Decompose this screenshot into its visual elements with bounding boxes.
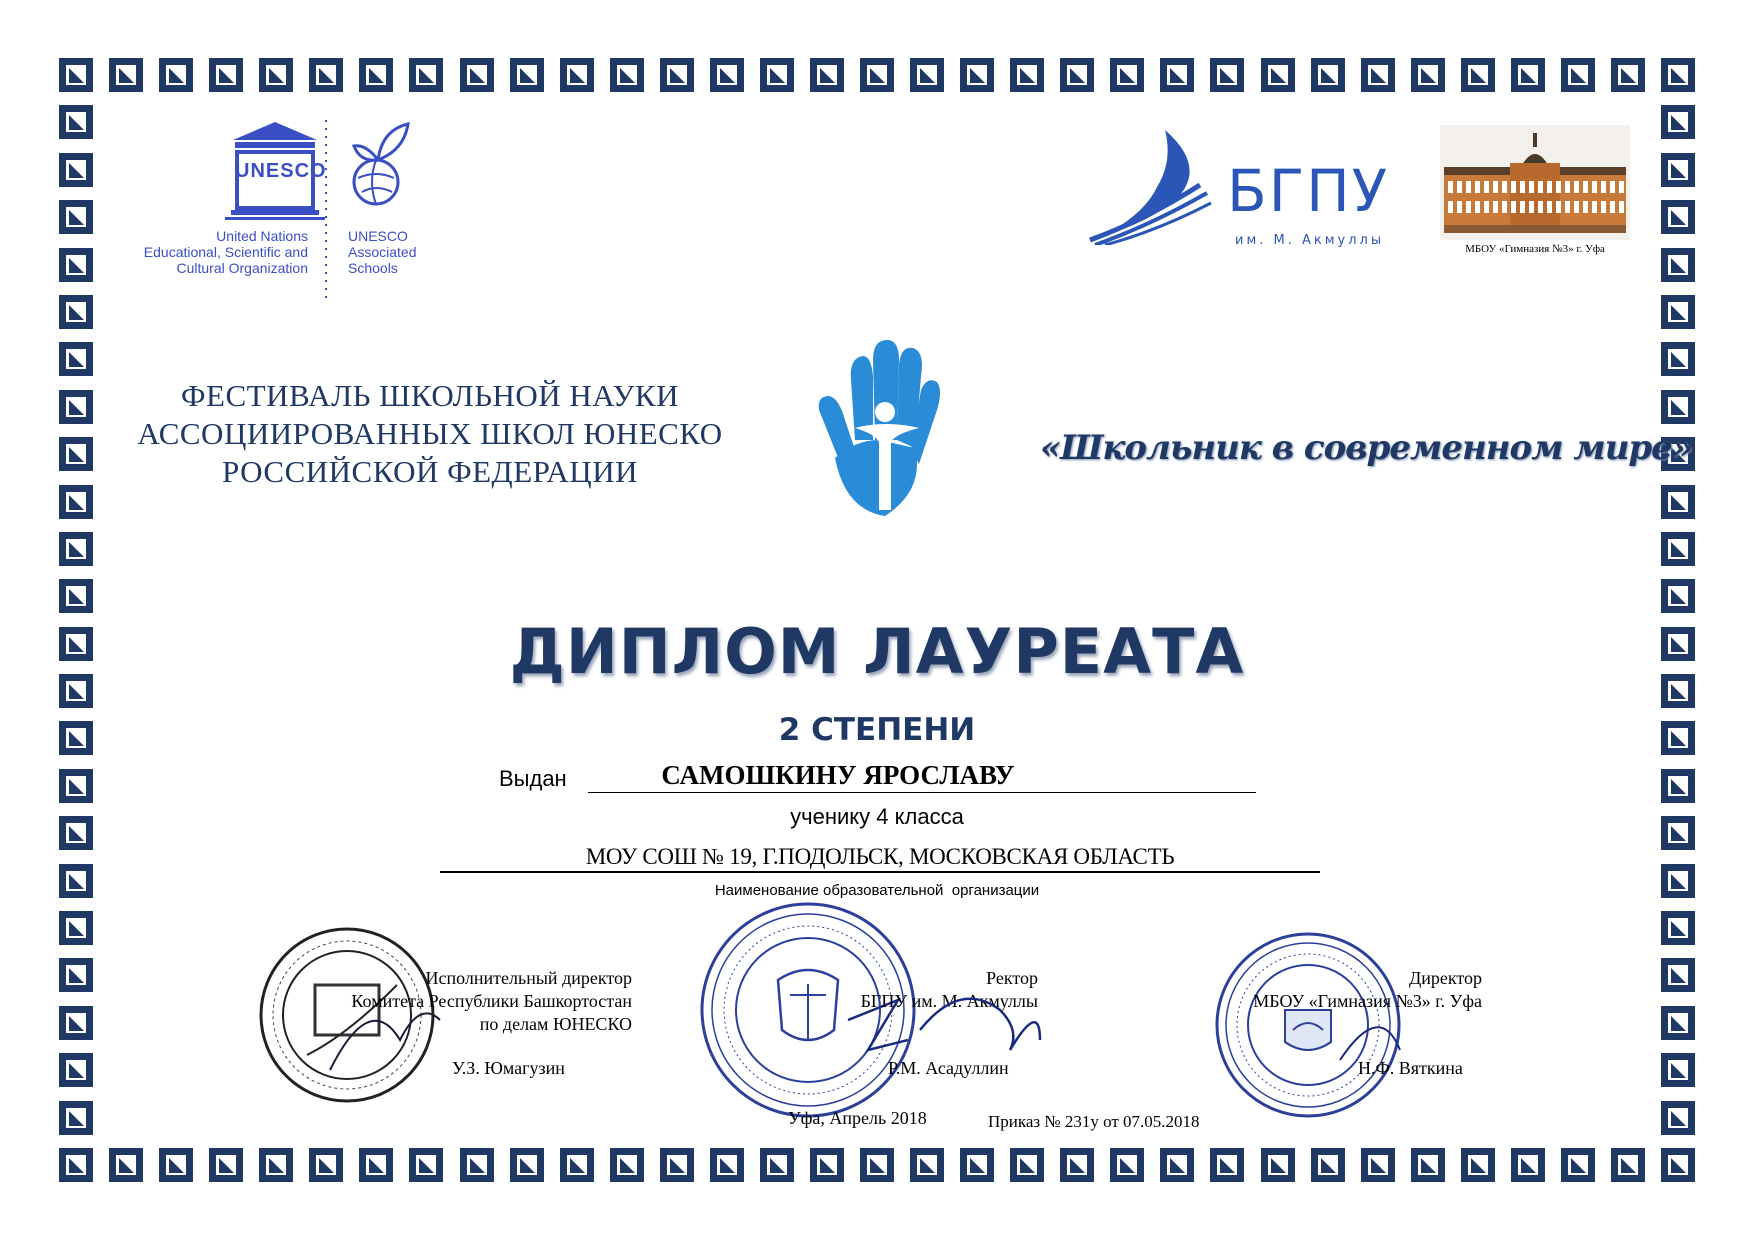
school-caption: Наименование образовательной организации [714, 882, 1040, 899]
signature-right-name: Н.Ф. Вяткина [1358, 1058, 1463, 1078]
signature-center-name: Р.М. Асадуллин [888, 1058, 1009, 1078]
festival-line-1: ФЕСТИВАЛЬ ШКОЛЬНОЙ НАУКИ [181, 378, 679, 413]
festival-line-3: РОССИЙСКОЙ ФЕДЕРАЦИИ [222, 454, 638, 489]
grade-text: ученику 4 класса [790, 804, 964, 829]
signature-right: Директор МБОУ «Гимназия №3» г. Уфа [1253, 968, 1482, 1011]
unesco-word: UNESCO [235, 160, 327, 182]
order-number: Приказ № 231у от 07.05.2018 [988, 1112, 1200, 1131]
place-date: Уфа, Апрель 2018 [788, 1108, 927, 1128]
bgpu-name: БГПУ [1227, 157, 1390, 225]
signature-left: Исполнительный директор Комитета Республики Башкортостан по делам ЮНЕСКО [351, 968, 632, 1034]
gymnasium-caption: МБОУ «Гимназия №3» г. Уфа [1465, 243, 1605, 255]
signature-center: Ректор БГПУ им. М. Акмуллы [860, 968, 1038, 1011]
issued-label: Выдан [499, 766, 567, 791]
school-name: МОУ СОШ № 19, Г.ПОДОЛЬСК, МОСКОВСКАЯ ОБЛАСТЬ [585, 844, 1175, 869]
signature-left-name: У.З. Юмагузин [452, 1058, 565, 1078]
unesco-schools-label: UNESCO Associated Schools [348, 228, 417, 276]
bgpu-subtitle: им. М. Акмуллы [1235, 233, 1385, 248]
festival-line-2: АССОЦИИРОВАННЫХ ШКОЛ ЮНЕСКО [137, 416, 723, 451]
diploma-title: ДИПЛОМ ЛАУРЕАТА [509, 615, 1245, 688]
recipient-name: САМОШКИНУ ЯРОСЛАВУ [661, 760, 1015, 790]
diploma-degree: 2 СТЕПЕНИ [778, 712, 976, 748]
unesco-org-name: United Nations Educational, Scientific and Cultural Organization [143, 228, 308, 276]
festival-motto: «Школьник в современном мире» [1040, 428, 1693, 468]
